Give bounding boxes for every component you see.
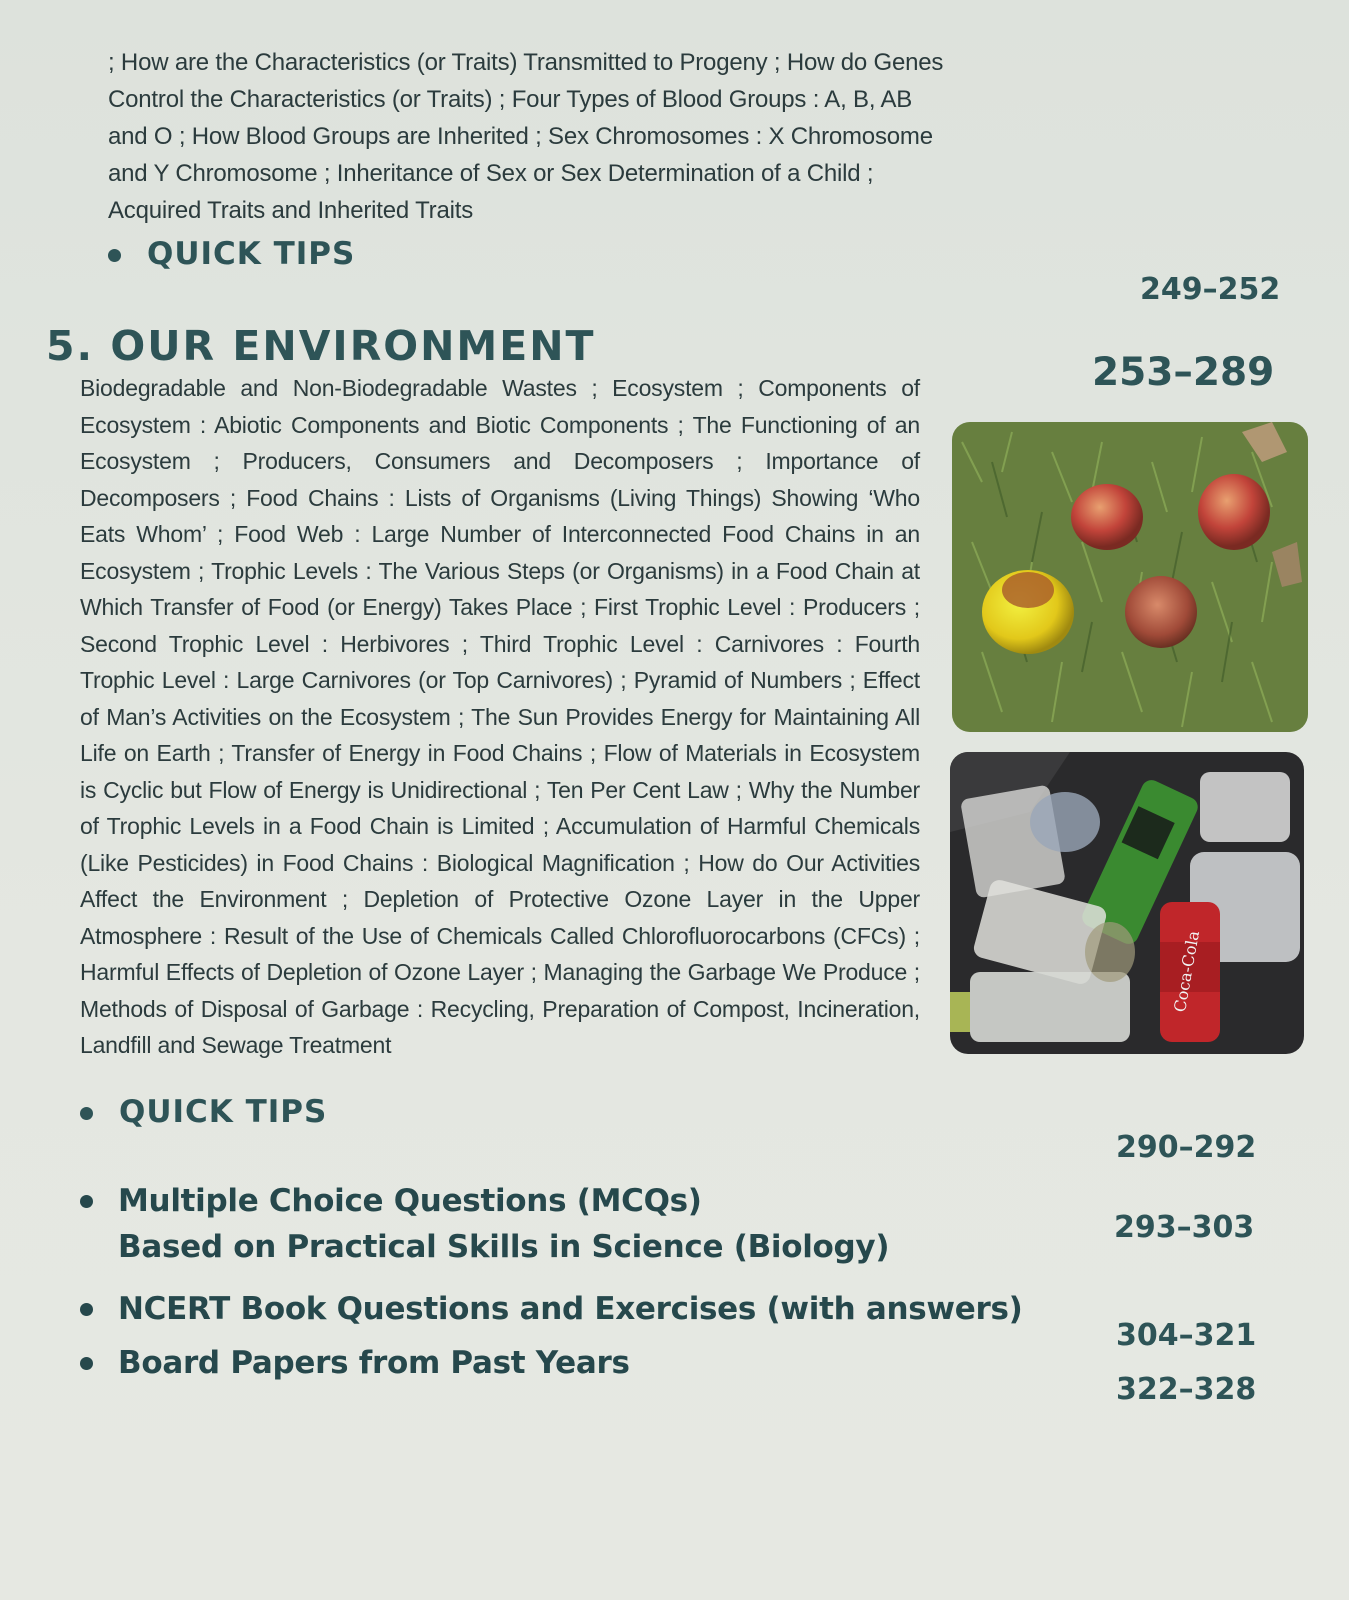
chapter-number: 5. — [46, 322, 95, 370]
quick-tips-heading — [108, 236, 355, 272]
list-item — [118, 1178, 889, 1270]
item-pages: 293–303 — [1114, 1210, 1255, 1245]
previous-chapter-topics: ; How are the Characteristics (or Traits) Transmitted to Progeny ; How do Genes Control the Characteristics (or Traits) ; Four Types of Blood Groups : A, B, AB and O ; How Blood Groups are Inherited ; Sex Chromosomes : X Chromosome and Y Chromosome ; Inheritance of Sex or Sex Determination of a Child ; Acquired Traits and Inherited Traits — [108, 49, 944, 224]
plastic-waste-photo — [950, 752, 1304, 1054]
quick-tips-label: QUICK TIPS — [147, 236, 356, 272]
cola-label: Coca-Cola — [1170, 929, 1204, 1014]
quick-tips-pages: 249–252 — [1140, 272, 1281, 307]
quick-tips-pages-2: 290–292 — [1116, 1130, 1257, 1165]
chapter-heading — [46, 322, 596, 370]
list-item — [118, 1340, 630, 1386]
item-pages: 322–328 — [1116, 1372, 1257, 1407]
item-line-1: Board Papers from Past Years — [118, 1345, 630, 1381]
chapter-topics: Biodegradable and Non-Biodegradable Wastes ; Ecosystem ; Components of Ecosystem : Abiotic Components and Biotic Components ; The Functioning of an Ecosystem ; Producers, Consumers and Decomposers ; Importance of Decomposers ; Food Chains : Lists of Organisms (Living Things) Showing ‘Who Eats Whom’ ; Food Web : Large Number of Interconnected Food Chains in an Ecosystem ; Trophic Levels : The Various Steps (or Organisms) in a Food Chain at Which Transfer of Food (or Energy) Takes Place ; First Trophic Level : Producers ; Second Trophic Level : Herbivores ; Third Trophic Level : Carnivores : Fourth Trophic Level : Large Carnivores (or Top Carnivores) ; Pyramid of Numbers ; Effect of Man’s Activities on the Ecosystem ; The Sun Provides Energy for Maintaining All Life on Earth ; Transfer of Energy in Food Chains ; Flow of Materials in Ecosystem is Cyclic but Flow of Energy is Unidirectional ; Ten Per Cent Law ; Why the Number of Trophic Levels in a Food Chain is Limited ; Accumulation of Harmful Chemicals (Like Pesticides) in Food Chains : Biological Magnification ; How do Our Activities Affect the Environment ; Depletion of Protective Ozone Layer in the Upper Atmosphere : Result of the Use of Chemicals Called Chlorofluorocarbons (CFCs) ; Harmful Effects of Depletion of Ozone Layer ; Managing the Garbage We Produce ; Methods of Disposal of Garbage : Recycling, Preparation of Compost, Incineration, Landfill and Sewage Treatment — [80, 375, 920, 1058]
bullet-dot — [108, 249, 121, 262]
bullet-dot — [80, 1303, 93, 1316]
bullet-dot — [80, 1195, 93, 1208]
item-line-2: Based on Practical Skills in Science (Biology) — [118, 1229, 890, 1265]
item-pages: 304–321 — [1116, 1318, 1257, 1353]
chapter-title: OUR ENVIRONMENT — [110, 322, 596, 370]
quick-tips-label-2: QUICK TIPS — [119, 1094, 328, 1130]
item-line-1: NCERT Book Questions and Exercises (with answers) — [118, 1291, 1023, 1327]
item-line-1: Multiple Choice Questions (MCQs) — [118, 1183, 702, 1219]
bullet-dot — [80, 1107, 93, 1120]
chapter-pages: 253–289 — [1092, 350, 1275, 395]
fallen-apples-photo — [952, 422, 1308, 732]
list-item — [118, 1286, 1022, 1332]
bullet-dot — [80, 1357, 93, 1370]
quick-tips-heading-2 — [80, 1094, 327, 1130]
